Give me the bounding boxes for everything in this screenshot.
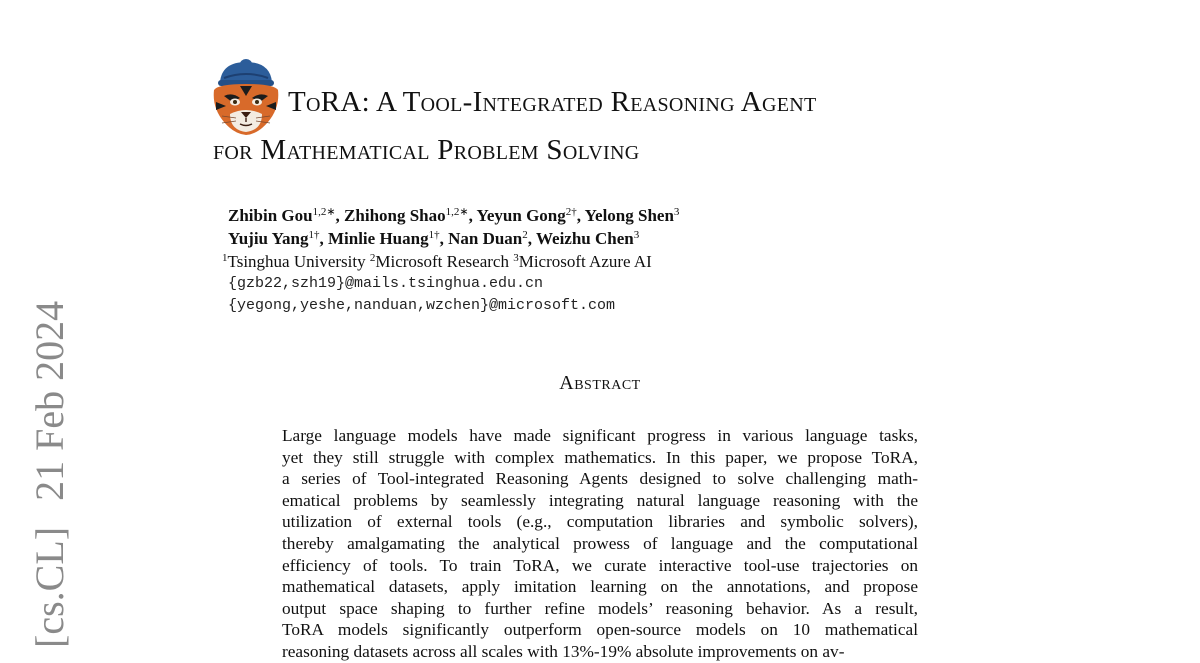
abstract-line: a series of Tool-integrated Reasoning Agents designed to solve challenging math- [282,469,918,489]
author-name: Zhihong Shao [344,206,446,225]
author-name: Yujiu Yang [228,229,309,248]
abstract-line: reasoning datasets across all scales with 13%-19% absolute improvements on av- [282,641,845,661]
author-mark: 2† [565,206,577,218]
affiliation-name: Microsoft Azure AI [518,252,652,271]
abstract-body [282,425,918,663]
abstract-line: Large language models have made significant progress in various language tasks, [282,426,918,445]
author-mark: 3 [633,229,640,241]
affiliation-mark: 2 [369,252,376,264]
author-name: Zhibin Gou [228,206,313,225]
affiliation-name: Tsinghua University [227,252,366,271]
paper-title-line-1: ToRA: A Tool-Integrated Reasoning Agent [288,86,817,118]
author-mark: 1† [428,229,440,241]
tiger-logo-icon [210,56,282,136]
author-name: Weizhu Chen [535,229,634,248]
affiliation-mark: 3 [513,252,519,264]
email-tsinghua: {gzb22,szh19}@mails.tsinghua.edu.cn [228,275,544,292]
abstract-line: efficiency of tools. To train ToRA, we curate interactive tool-use trajectories on [282,555,918,575]
author-name: Yeyun Gong [476,206,566,225]
abstract-line: ematical problems by seamlessly integrating natural language reasoning with the [282,490,918,510]
author-mark: 2 [522,229,528,241]
author-separator: , [335,206,345,225]
email-microsoft: {yegong,yeshe,nanduan,wzchen}@microsoft.com [228,297,616,314]
authors-block [228,204,679,250]
author-separator: , [319,229,328,248]
abstract-heading: Abstract [559,372,641,394]
authors-line-2 [228,227,679,250]
author-name: Nan Duan [448,229,523,248]
abstract-line: output space shaping to further refine models’ reasoning behavior. As a result, [282,598,918,618]
author-name: Minlie Huang [327,229,429,248]
affiliations [222,250,652,273]
arxiv-date: 21 Feb 2024 [27,300,72,501]
author-mark: 1,2∗ [312,206,336,218]
paper-title-line-2: for Mathematical Problem Solving [213,134,640,166]
abstract-line: mathematical datasets, apply imitation learning on the annotations, and propose [282,577,918,597]
abstract-line: thereby amalgamating the analytical prowess of language and the computational [282,533,918,553]
author-name: Yelong Shen [584,206,674,225]
abstract-line: ToRA models significantly outperform open-source models on 10 mathematical [282,620,918,640]
authors-line-1 [228,204,679,227]
arxiv-side-stamp [27,300,72,648]
author-separator: , [468,206,477,225]
author-separator: , [527,229,536,248]
abstract-line: utilization of external tools (e.g., computation libraries and symbolic solvers), [282,512,918,532]
author-separator: , [576,206,585,225]
author-mark: 1† [308,229,320,241]
abstract-line: yet they still struggle with complex mathematics. In this paper, we propose ToRA, [282,447,918,467]
author-mark: 1,2∗ [445,206,469,218]
affiliation-mark: 1 [222,252,228,264]
arxiv-category: [cs.CL] [27,526,72,648]
affiliation-name: Microsoft Research [375,252,509,271]
author-mark: 3 [673,206,680,218]
author-separator: , [439,229,449,248]
